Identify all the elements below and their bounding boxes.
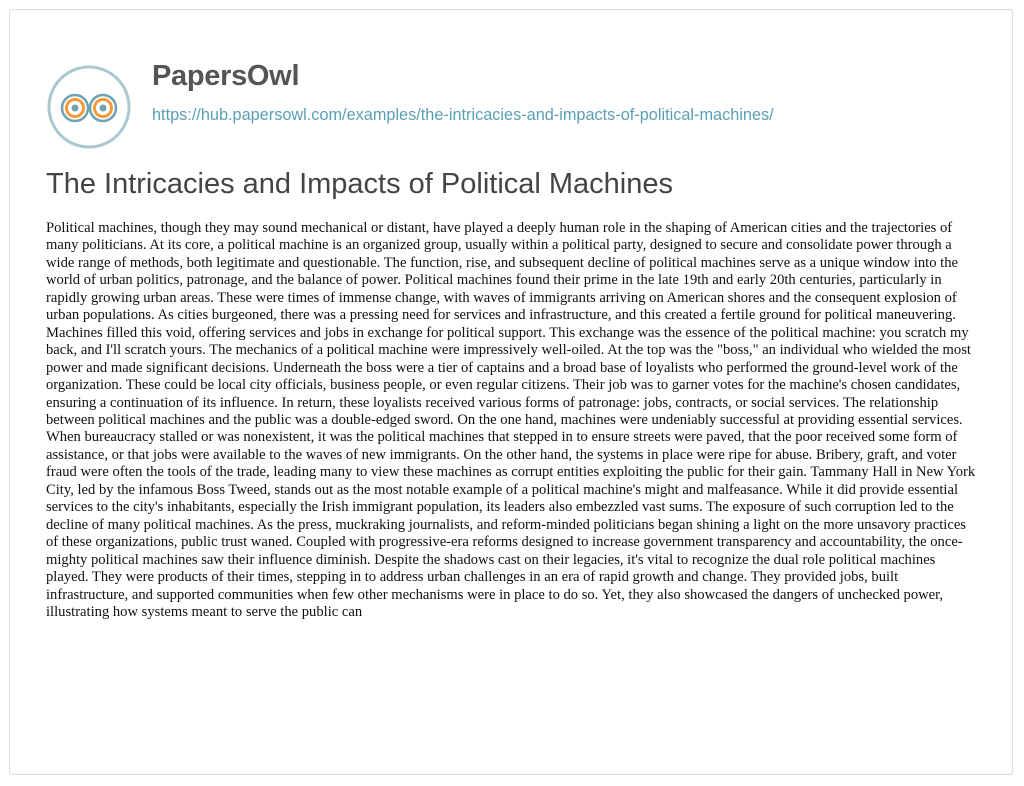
page-title: The Intricacies and Impacts of Political Machines: [46, 168, 673, 200]
brand-name: PapersOwl: [152, 60, 300, 92]
owl-eyes-logo-icon: [46, 64, 132, 150]
source-url-link[interactable]: https://hub.papersowl.com/examples/the-intricacies-and-impacts-of-political-machines/: [152, 106, 774, 124]
header: [0, 0, 1024, 160]
essay-body: Political machines, though they may sound mechanical or distant, have played a deeply human role in the shaping of American cities and the trajectories of many politicians. At its core, a political machine is an organized group, usually within a political party, designed to secure and consolidate power through a wide range of methods, both legitimate and questionable. The function, rise, and subsequent decline of political machines serve as a unique window into the world of urban politics, patronage, and the balance of power. Political machines found their prime in the late 19th and early 20th centuries, particularly in rapidly growing urban areas. These were times of immense change, with waves of immigrants arriving on American shores and the consequent explosion of urban populations. As cities burgeoned, there was a pressing need for services and infrastructure, and this created a fertile ground for political maneuvering. Machines filled this void, offering services and jobs in exchange for political support. This exchange was the essence of the political machine: you scratch my back, and I'll scratch yours. The mechanics of a political machine were impressively well-oiled. At the top was the "boss," an individual who wielded the most power and made significant decisions. Underneath the boss were a tier of captains and a broad base of loyalists who performed the ground-level work of the organization. These could be local city officials, business people, or even regular citizens. Their job was to garner votes for the machine's chosen candidates, ensuring a continuation of its influence. In return, these loyalists received various forms of patronage: jobs, contracts, or social services. The relationship between political machines and the public was a double-edged sword. On the one hand, machines were undeniably successful at providing essential services. When bureaucracy stalled or was nonexistent, it was the political machines that stepped in to ensure streets were paved, that the poor received some form of assistance, or that jobs were available to the waves of new immigrants. On the other hand, the systems in place were ripe for abuse. Bribery, graft, and voter fraud were often the tools of the trade, leading many to view these machines as corrupt entities exploiting the public for their gain. Tammany Hall in New York City, led by the infamous Boss Tweed, stands out as the most notable example of a political machine's might and malfeasance. While it did provide essential services to the city's inhabitants, especially the Irish immigrant population, its leaders also embezzled vast sums. The exposure of such corruption led to the decline of many political machines. As the press, muckraking journalists, and reform-minded politicians began shining a light on the more unsavory practices of these organizations, public trust waned. Coupled with progressive-era reforms designed to increase government transparency and accountability, the once-mighty political machines saw their influence diminish. Despite the shadows cast on their legacies, it's vital to recognize the dual role political machines played. They were products of their times, stepping in to address urban challenges in an era of rapid growth and change. They provided jobs, built infrastructure, and supported communities when few other mechanisms were in place to do so. Yet, they also showcased the dangers of unchecked power, illustrating how systems meant to serve the public can: [46, 220, 976, 620]
